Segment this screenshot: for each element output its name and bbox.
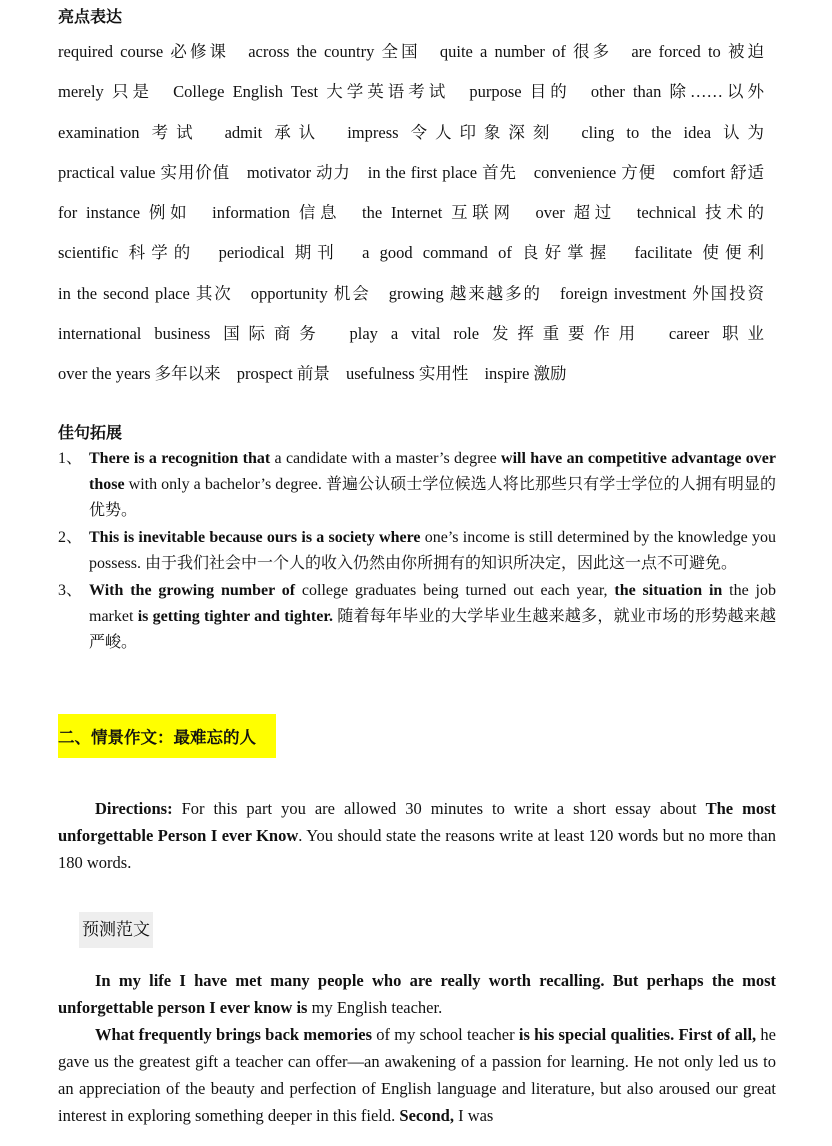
vocab-item: opportunity 机会 xyxy=(250,283,371,303)
essay-paragraph xyxy=(58,967,776,1021)
sample-essay-badge: 预测范文 xyxy=(79,912,153,948)
vocab-item: for instance 例如 xyxy=(58,203,192,223)
vocab-item: purpose 目的 xyxy=(469,82,571,102)
directions-paragraph xyxy=(58,795,776,876)
vocab-item: in the first place 首先 xyxy=(367,162,517,182)
essay-text: I was xyxy=(453,1106,494,1125)
sentence-text: a candidate with a master’s degree xyxy=(270,450,502,467)
vocab-item: over the years 多年以来 xyxy=(58,364,221,384)
sample-essay xyxy=(58,967,776,1129)
vocab-item: career 职业 xyxy=(668,324,764,344)
sentence-list xyxy=(58,446,776,657)
vocab-item: practical value 实用价值 xyxy=(58,162,230,182)
sentence-number: 2、 xyxy=(58,529,83,546)
sentence-bold: With the growing number of xyxy=(89,582,296,599)
vocab-item: across the country 全国 xyxy=(248,42,421,61)
directions-label: Directions: xyxy=(95,799,173,818)
vocab-item: periodical 期刊 xyxy=(218,243,340,263)
vocab-item: cling to the idea 认为 xyxy=(581,122,765,142)
sentence-bold: is getting tighter and tighter. xyxy=(137,608,333,625)
vocab-item: prospect 前景 xyxy=(236,364,330,384)
heading-highlights: 亮点表达 xyxy=(58,7,123,26)
essay-paragraph xyxy=(58,1021,776,1129)
essay-text: of my school teacher xyxy=(372,1025,519,1044)
vocab-item: the Internet 互联网 xyxy=(362,203,515,223)
vocab-list xyxy=(58,32,776,395)
vocab-item: over 超过 xyxy=(535,203,616,223)
section-title: 二、情景作文：最难忘的人 xyxy=(58,714,276,758)
vocab-item: College English Test 大学英语考试 xyxy=(173,82,450,102)
sentence-text: with only a bachelor’s degree. 普遍公认硕士学位候选人将比那些只有学士学位的人拥有明显的优势。 xyxy=(89,476,776,519)
vocab-item: merely 只是 xyxy=(58,82,153,102)
sentence-bold: This is inevitable because ours is a society where xyxy=(89,529,421,546)
sentence-item xyxy=(58,578,776,656)
vocab-item: in the second place 其次 xyxy=(58,283,233,303)
vocab-item: comfort 舒适 xyxy=(672,162,764,182)
heading-sentences: 佳句拓展 xyxy=(58,423,123,442)
essay-text: he gave us the greatest gift a teacher can offer—an awakening of a passion for learning. He not only led us to an appreciation of the beauty and perfection of English language and literature, but also aroused our great interest in exploring something deeper in this field. xyxy=(58,1025,776,1125)
sentence-text: the job market xyxy=(89,582,776,625)
vocab-item: inspire 激励 xyxy=(484,364,567,384)
essay-bold: What frequently brings back memories xyxy=(95,1025,373,1044)
vocab-item: facilitate 使便利 xyxy=(634,243,765,263)
sentence-number: 3、 xyxy=(58,582,83,599)
sentence-number: 1、 xyxy=(58,450,83,467)
vocab-item: are forced to 被迫 xyxy=(631,42,765,61)
vocab-item: other than 除……以外 xyxy=(590,82,765,102)
vocab-item: growing 越来越多的 xyxy=(388,283,542,303)
directions-text: For this part you are allowed 30 minutes to write a short essay about xyxy=(172,799,706,818)
essay-topic: The most unforgettable Person I ever Know xyxy=(58,799,776,845)
vocab-item: motivator 动力 xyxy=(246,162,351,182)
vocab-item: technical 技术的 xyxy=(636,203,765,223)
vocab-item: admit 承认 xyxy=(224,122,324,142)
vocab-item: international business 国际商务 xyxy=(58,324,325,344)
vocab-item: scientific 科学的 xyxy=(58,243,197,263)
vocab-item: information 信息 xyxy=(212,203,342,223)
sentence-text: 随着每年毕业的大学毕业生越来越多，就业市场的形势越来越严峻。 xyxy=(89,608,776,651)
vocab-item: convenience 方便 xyxy=(533,162,656,182)
essay-bold: Second, xyxy=(399,1106,454,1125)
sentence-item xyxy=(58,446,776,524)
vocab-item: a good command of 良好掌握 xyxy=(362,243,613,263)
sentence-bold: There is a recognition that xyxy=(89,450,271,467)
sentence-text: college graduates being turned out each year, xyxy=(295,582,615,599)
vocab-item: play a vital role 发挥重要作用 xyxy=(349,324,644,344)
essay-text: my English teacher. xyxy=(307,998,443,1017)
vocab-item: examination 考试 xyxy=(58,122,201,142)
directions-text: . You should state the reasons write at least 120 words but no more than 180 words. xyxy=(58,826,776,872)
vocab-item: impress 令人印象深刻 xyxy=(347,122,558,142)
vocab-item: required course 必修课 xyxy=(58,42,230,61)
essay-bold: In my life I have met many people who are really worth recalling. But perhaps the most unforgettable person I ever know is xyxy=(58,971,776,1017)
vocab-item: usefulness 实用性 xyxy=(345,364,469,384)
sentence-bold: will have an competitive advantage over those xyxy=(89,450,777,493)
sentence-bold: the situation in xyxy=(614,582,723,599)
vocab-item: foreign investment 外国投资 xyxy=(560,283,765,303)
essay-bold: is his special qualities. First of all, xyxy=(518,1025,757,1044)
sentence-item xyxy=(58,525,776,577)
sentence-text: one’s income is still determined by the knowledge you possess. 由于我们社会中一个人的收入仍然由你所拥有的知识所决定，因此这一点不可避免。 xyxy=(89,529,776,572)
vocab-item: quite a number of 很多 xyxy=(439,42,613,61)
